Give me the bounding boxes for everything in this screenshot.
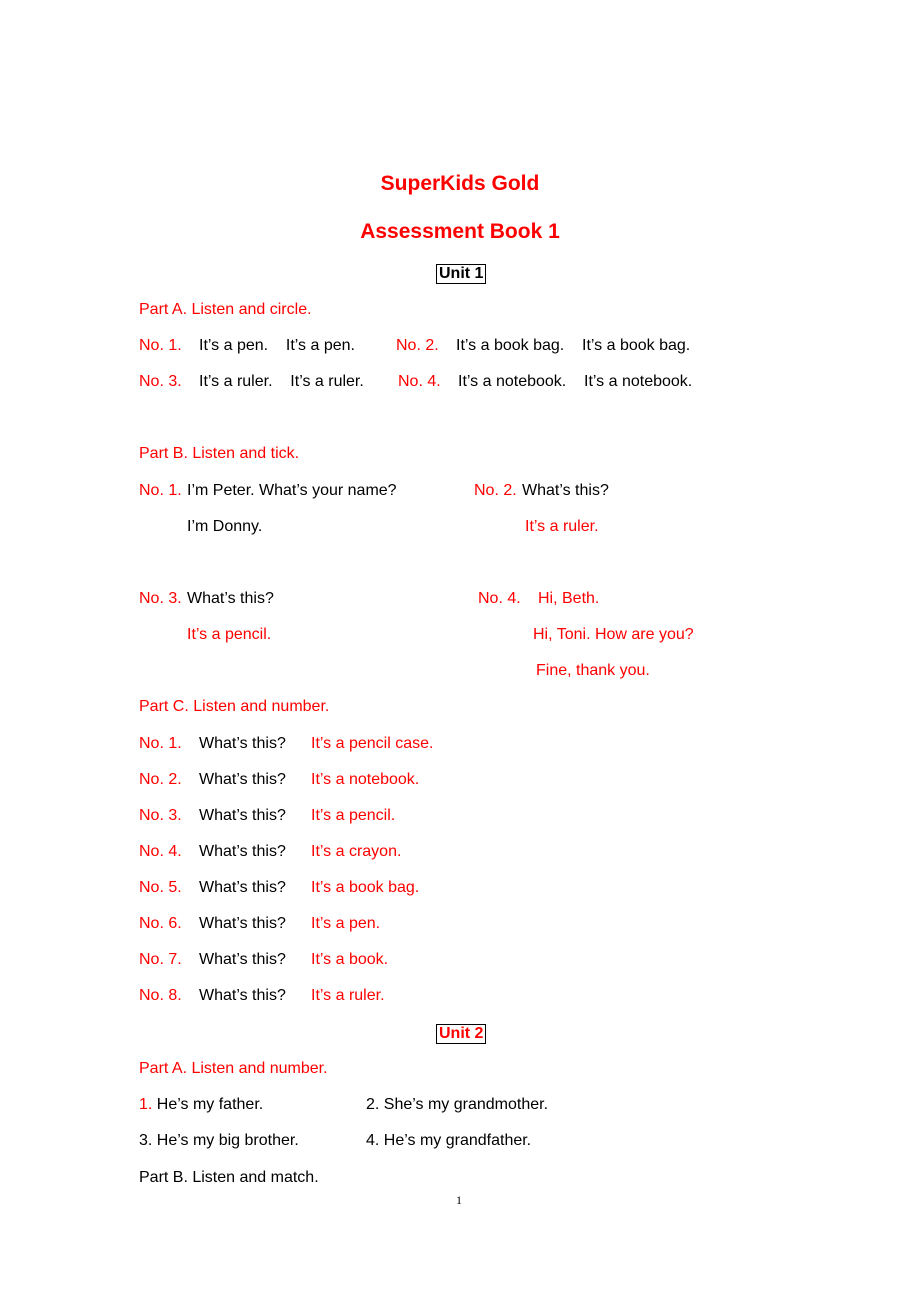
part-c-item-question: What’s this?	[199, 771, 286, 788]
part-c-item-number: No. 2.	[139, 771, 182, 788]
part-c-item-question: What’s this?	[199, 951, 286, 968]
part-c-item-answer: It’s a pencil case.	[311, 735, 434, 752]
unit2-part-a-heading: Part A. Listen and number.	[139, 1060, 328, 1077]
part-a-item-text: It’s a notebook. It’s a notebook.	[458, 373, 693, 390]
part-c-item-number: No. 1.	[139, 735, 182, 752]
part-a-item-number: No. 1.	[139, 337, 182, 354]
unit1-part-b-heading: Part B. Listen and tick.	[139, 445, 300, 462]
part-b-q4-number: No. 4.	[478, 590, 521, 607]
unit1-part-a-heading: Part A. Listen and circle.	[139, 301, 312, 318]
part-a-item-number: No. 3.	[139, 373, 182, 390]
unit2-part-a-item-2: 2. She’s my grandmother.	[366, 1096, 549, 1113]
part-c-item-number: No. 8.	[139, 987, 182, 1004]
part-c-item-answer: It’s a book bag.	[311, 879, 420, 896]
part-a-item-text: It’s a ruler. It’s a ruler.	[199, 373, 364, 390]
part-c-item-question: What’s this?	[199, 843, 286, 860]
part-c-item-answer: It’s a ruler.	[311, 987, 385, 1004]
document-title: SuperKids Gold	[380, 172, 540, 195]
part-b-q4-line3: Fine, thank you.	[536, 662, 650, 679]
part-c-item-question: What’s this?	[199, 915, 286, 932]
unit-1-heading: Unit 1	[436, 264, 486, 284]
part-c-item-answer: It’s a notebook.	[311, 771, 420, 788]
document-subtitle: Assessment Book 1	[360, 220, 560, 243]
part-b-q4-line1: Hi, Beth.	[538, 590, 600, 607]
unit2-item-1-number: 1.	[139, 1096, 153, 1113]
part-c-item-question: What’s this?	[199, 807, 286, 824]
part-c-item-number: No. 6.	[139, 915, 182, 932]
part-b-q3-line2: It’s a pencil.	[187, 626, 272, 643]
part-c-item-number: No. 5.	[139, 879, 182, 896]
part-c-item-question: What’s this?	[199, 987, 286, 1004]
part-b-q3-line1: What’s this?	[187, 590, 274, 607]
part-b-q1-line1: I’m Peter. What’s your name?	[187, 482, 397, 499]
unit2-part-a-item-1	[139, 1095, 263, 1115]
part-a-item-text: It’s a book bag. It’s a book bag.	[456, 337, 691, 354]
part-c-item-answer: It’s a crayon.	[311, 843, 402, 860]
part-b-q2-line1: What’s this?	[522, 482, 609, 499]
part-c-item-number: No. 3.	[139, 807, 182, 824]
part-c-item-answer: It’s a pen.	[311, 915, 381, 932]
part-c-item-answer: It’s a pencil.	[311, 807, 396, 824]
part-b-q2-line2: It’s a ruler.	[525, 518, 599, 535]
part-c-item-number: No. 4.	[139, 843, 182, 860]
unit2-part-a-item-3: 3. He’s my big brother.	[139, 1132, 299, 1149]
part-a-item-number: No. 2.	[396, 337, 439, 354]
part-b-q4-line2: Hi, Toni. How are you?	[533, 626, 694, 643]
part-c-item-number: No. 7.	[139, 951, 182, 968]
part-c-item-question: What’s this?	[199, 735, 286, 752]
part-b-q3-number: No. 3.	[139, 590, 182, 607]
unit1-part-c-heading: Part C. Listen and number.	[139, 698, 330, 715]
unit-2-heading: Unit 2	[436, 1024, 486, 1044]
part-c-item-answer: It’s a book.	[311, 951, 389, 968]
part-b-q1-line2: I’m Donny.	[187, 518, 263, 535]
unit2-part-b-heading: Part B. Listen and match.	[139, 1169, 319, 1186]
page-number: 1	[456, 1193, 462, 1207]
part-b-q1-number: No. 1.	[139, 482, 182, 499]
unit2-item-1-text: He’s my father.	[152, 1096, 264, 1113]
part-a-item-text: It’s a pen. It’s a pen.	[199, 337, 355, 354]
part-c-item-question: What’s this?	[199, 879, 286, 896]
unit2-part-a-item-4: 4. He’s my grandfather.	[366, 1132, 532, 1149]
part-a-item-number: No. 4.	[398, 373, 441, 390]
part-b-q2-number: No. 2.	[474, 482, 517, 499]
